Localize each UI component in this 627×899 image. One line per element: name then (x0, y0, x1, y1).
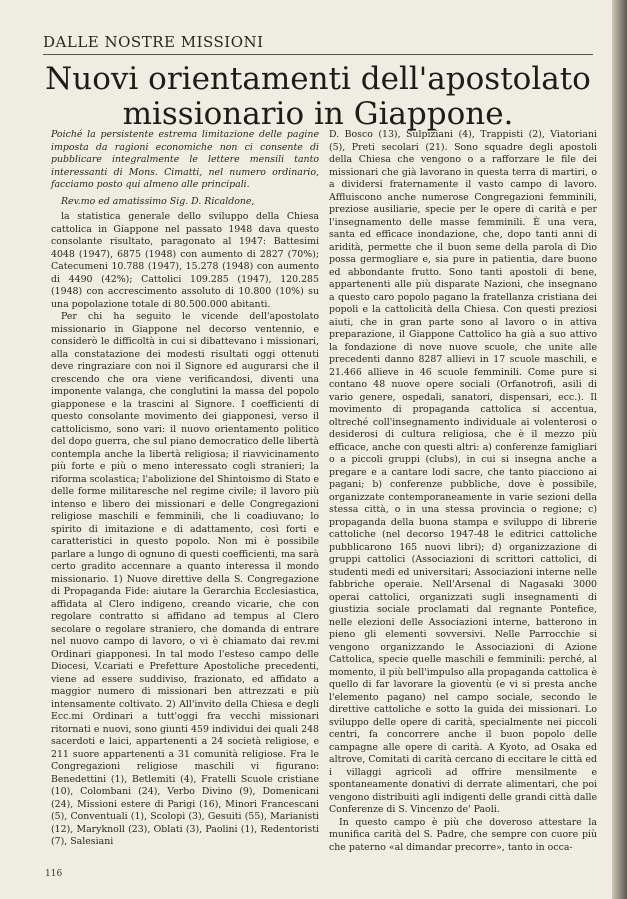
editorial-note: Poiché la persistente estrema limitazione delle pagine imposta da ragioni economiche non ci consente di pubblicare integralmente le lettere mensili tanto interessanti di Mons. Cimatti, nel numero ordinario, facciamo posto qui almeno alle principali. (51, 129, 319, 190)
header-rule (43, 54, 593, 55)
paragraph: Per chi ha seguito le vicende dell'apostolato missionario in Giappone nel decorso ventennio, e considerò le difficoltà in cui si dibattevano i missionari, alla constatazione dei modesti risultati oggi ottenuti deve ringraziare con noi il Signore ed augurarsi che il crescendo che ora viene verificandosi, diventi una imponente valanga, che conglutini la massa del popolo giapponese e la trascini al Signore. I coefficienti di questo consolante movimento dei giapponesi, verso il cattolicismo, sono vari: il nuovo orientamento politico del dopo guerra, che sul piano democratico delle libertà contempla anche la libertà religiosa; il riavvicinamento più forte e più o meno interessato cogli stranieri; la riforma scolastica; l'abolizione del Shintoismo di Stato e delle forme militaresche nel regime civile; il lavoro più intenso e libero dei missionari e delle Congregazioni religiose maschili e femminili, che li coadiuvano; lo spirito di imitazione e di adattamento, così forti e caratteristici in questo popolo. Non mi è possibile parlare a lungo di ognuno di questi coefficienti, ma sarà certo gradito accennare a quanto interessa il mondo missionario. 1) Nuove direttive della S. Congregazione di Propaganda Fide: aiutare la Gerarchia Ecclesiastica, affidata al Clero indigeno, creando vicarie, che con regolare contratto si affidano ad tempus al Clero secolare o regolare straniero, che domanda di entrare nel nuovo campo di lavoro, o vi è chiamato dai rev.mi Ordinari giapponesi. In tal modo l'esteso campo delle Diocesi, V.cariati e Prefetture Apostoliche precedenti, viene ad essere suddiviso, frazionato, ed affidato a maggior numero di missionari ben attrezzati e più intensamente coltivato. 2) All'invito della Chiesa e degli Ecc.mi Ordinari a tutt'oggi fra vecchi missionari ritornati e nuovi, sono giunti 459 individui dei quali 248 sacerdoti e laici, appartenenti a 24 società religiose, e 211 suore appartenenti a 31 comunità religiose. Fra le Congregazioni religiose maschili vi figurano: Benedettini (1), Betlemiti (4), Fratelli Scuole cristiane (10), Colombani (24), Verbo Divino (9), Domenicani (24), Missioni estere di Parigi (16), Minori Francescani (5), Conventuali (1), Scolopi (3), Gesuiti (55), Marianisti (12), Maryknoll (23), Oblati (3), Paolini (1), Redentoristi (7), Salesiani (51, 311, 319, 847)
paragraph: la statistica generale dello sviluppo della Chiesa cattolica in Giappone nel passato 1948 dava questo consolante risultato, paragonato al 1947: Battesimi 4048 (1947), 6875 (1948) con aumento di 2827 (70%); Catecumeni 10.788 (1947), 15.278 (1948) con aumento di 4490 (42%); Cattolici 109.285 (1947), 120.285 (1948) con accrescimento assoluto di 10.800 (10%) su una popolazione totale di 80.500.000 abitanti. (51, 211, 319, 310)
section-heading: DALLE NOSTRE MISSIONI (43, 33, 264, 51)
paragraph: In questo campo è più che doveroso attestare la munifica carità del S. Padre, che sempre con cuore più che paterno «al dimandar precorre», tanto in occa- (329, 816, 597, 853)
right-column (329, 129, 597, 854)
paragraph: D. Bosco (13), Sulpiziani (4), Trappisti (2), Viatoriani (5), Preti secolari (21). Sono squadre degli apostoli della Chiesa che vengono o a rafforzare le file dei missionari che già lavorano in questa terra di martiri, o a dividersi fraternamente il vasto campo di lavoro. Affluiscono anche numerose Congregazioni femminili, preziose ausiliarie, specie per le opere di carità e per l'insegnamento delle masse femminili. È una vera, santa ed efficace inondazione, che, dopo tanti anni di aridità, permette che il buon seme della parola di Dio possa germogliare e, sia pure in patientia, dare buono ed abbondante frutto. Sono tanti apostoli di bene, appartenenti alle più disparate Nazioni, che insegnano a questo caro popolo pagano la fratellanza cristiana dei popoli e la cattolicità della Chiesa. Con questi preziosi aiuti, che in gran parte sono al lavoro o in attiva preparazione, il Giappone Cattolico ha già a suo attivo la fondazione di nove nuove scuole, che unite alle precedenti danno 8287 allievi in 17 scuole maschili, e 21.466 allieve in 46 scuole femminili. Come pure si contano 48 nuove opere sociali (Orfanotrofi, asili di vario genere, ospedali, sanatori, dispensari, ecc.). Il movimento di propaganda cattolica si accentua, oltreché coll'insegnamento individuale ai volenterosi o desiderosi di cultura religiosa, che è il mezzo più efficace, anche con questi altri: a) conferenze famigliari o a piccoli gruppi (clubs), in cui si insegna anche a pregare e a cantare lodi sacre, che tanto piacciono ai pagani; b) conferenze pubbliche, dove è possibile, organizzate contemporaneamente in varie sezioni della stessa città, o in una stessa provincia o regione; c) propaganda della buona stampa e sviluppo di librerie cattoliche (nel decorso 1947-48 le editrici cattoliche pubblicarono 165 nuovi libri); d) organizzazione di gruppi cattolici (Associazioni di scrittori cattolici, di studenti medi ed universitari; Associazioni interne nelle fabbriche operaie. Nell'Arsenal di Nagasaki 3000 operai cattolici, organizzati sugli insegnamenti di giustizia sociale proclamati dal regnante Pontefice, nelle elezioni delle Associazioni interne, batterono in pieno gli elementi sovversivi. Nelle Parrocchie si vengono organizzando le Associazioni di Azione Cattolica, specie quelle maschili e femminili: perché, al momento, il più bell'impulso alla propaganda cattolica è quello di far lavorare la gioventù (e vi si presta anche l'elemento pagano) nel campo sociale, secondo le direttive cattoliche e sotto la guida dei missionari. Lo sviluppo delle opere di carità, specialmente nei piccoli centri, fa concorrere anche il buon popolo delle campagne alle opere di carità. A Kyoto, ad Osaka ed altrove, Comitati di carità cercano di eccitare le città ed i villaggi agricoli ad offrire mensilmente e spontaneamente donativi di derrate alimentari, che poi vengono distribuiti agli indigenti delle grandi città dalle Conferenze di S. Vincenzo de' Paoli. (329, 129, 597, 815)
page-number: 116 (45, 869, 63, 879)
article-title: Nuovi orientamenti dell'apostolato missionario in Giappone. (45, 61, 591, 132)
book-spine-edge (612, 0, 627, 899)
left-column (51, 129, 319, 849)
letter-salutation: Rev.mo ed amatissimo Sig. D. Ricaldone, (61, 195, 255, 207)
